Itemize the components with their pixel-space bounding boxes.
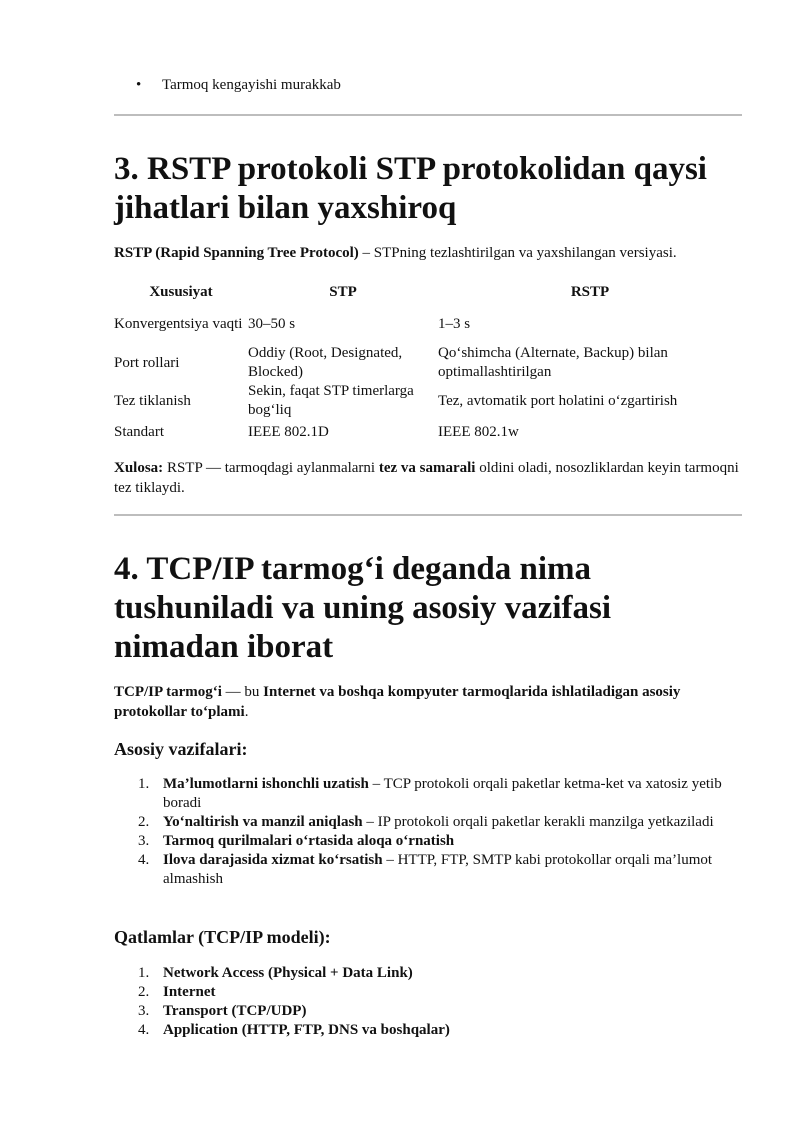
table-row <box>114 420 742 444</box>
table-cell: 1–3 s <box>438 315 471 332</box>
list-item <box>114 1002 743 1021</box>
list-item-title: Ma’lumotlarni ishonchli uzatish <box>163 776 369 792</box>
list-item-title: Ilova darajasida xizmat ko‘rsatish <box>163 852 383 868</box>
list-item-title: Network Access (Physical + Data Link) <box>163 965 413 981</box>
list-item <box>114 813 743 832</box>
list-item-text: – TCP protokoli orqali paketlar ketma-ket va xatosiz yetib boradi <box>163 776 722 811</box>
intro-text: — bu <box>221 684 264 700</box>
column-header: STP <box>329 283 357 300</box>
table-header-row <box>114 280 742 304</box>
bullet-icon: • <box>136 77 142 93</box>
layers-heading: Qatlamlar (TCP/IP modeli): <box>114 927 331 947</box>
list-item-title: Yo‘naltirish va manzil aniqlash <box>163 814 363 830</box>
table-cell: IEEE 802.1w <box>438 423 519 440</box>
layers-list <box>114 964 743 1040</box>
table-cell: Konvergentsiya vaqti <box>114 315 243 332</box>
section-4-intro <box>114 682 742 722</box>
list-item-title: Application (HTTP, FTP, DNS va boshqalar) <box>163 1022 450 1038</box>
intro-text: . <box>244 704 249 720</box>
list-item <box>114 832 743 851</box>
table-cell: IEEE 802.1D <box>248 423 329 440</box>
table-cell: 30–50 s <box>248 315 296 332</box>
section-3-intro <box>114 243 742 263</box>
list-item-text: – HTTP, FTP, SMTP kabi protokollar orqali ma’lumot almashish <box>163 852 713 887</box>
list-number: 2. <box>138 814 150 830</box>
comparison-table <box>114 280 742 444</box>
section-3-summary <box>114 458 742 498</box>
list-number: 1. <box>138 776 150 792</box>
bullet-text: Tarmoq kengayishi murakkab <box>162 77 341 93</box>
list-number: 3. <box>138 833 150 849</box>
list-number: 1. <box>138 965 150 981</box>
list-item <box>114 851 743 889</box>
intro-text: – STPning tezlashtirilgan va yaxshilangan versiyasi. <box>358 245 677 261</box>
table-cell: Tez tiklanish <box>114 392 191 409</box>
intro-term: RSTP (Rapid Spanning Tree Protocol) <box>114 245 359 261</box>
section-4-title: 4. TCP/IP tarmog‘i deganda nima tushuniladi va uning asosiy vazifasi nimadan iborat <box>114 551 611 665</box>
intro-term: TCP/IP tarmog‘i <box>114 684 222 700</box>
column-header: Xususiyat <box>149 283 213 300</box>
table-cell: Tez, avtomatik port holatini o‘zgartirish <box>438 392 678 409</box>
intro-emphasis: Internet va boshqa kompyuter tarmoqlarida ishlatiladigan asosiy protokollar to‘plami <box>114 684 681 720</box>
list-number: 3. <box>138 1003 150 1019</box>
list-item-title: Internet <box>163 984 216 1000</box>
list-number: 4. <box>138 1022 150 1038</box>
table-cell: Qo‘shimcha (Alternate, Backup) bilan optimallashtirilgan <box>438 345 668 380</box>
horizontal-divider <box>114 114 742 116</box>
list-item <box>114 1021 743 1040</box>
table-row <box>114 382 742 420</box>
horizontal-divider <box>114 514 742 516</box>
table-row <box>114 304 742 344</box>
list-item <box>114 964 743 983</box>
functions-heading: Asosiy vazifalari: <box>114 739 248 759</box>
list-item-text: – IP protokoli orqali paketlar kerakli manzilga yetkaziladi <box>362 814 714 830</box>
list-number: 2. <box>138 984 150 1000</box>
list-item-title: Tarmoq qurilmalari o‘rtasida aloqa o‘rnatish <box>163 833 455 849</box>
table-cell: Standart <box>114 423 164 440</box>
summary-emphasis: tez va samarali <box>378 460 476 476</box>
list-item-title: Transport (TCP/UDP) <box>163 1003 307 1019</box>
list-item <box>114 775 743 813</box>
summary-label: Xulosa: <box>114 460 164 476</box>
summary-text: RSTP — tarmoqdagi aylanmalarni <box>163 460 379 476</box>
functions-list <box>114 775 743 889</box>
table-row <box>114 344 742 382</box>
column-header: RSTP <box>570 283 610 300</box>
table-cell: Port rollari <box>114 354 180 371</box>
table-cell: Sekin, faqat STP timerlarga bog‘liq <box>248 383 414 418</box>
list-number: 4. <box>138 852 150 868</box>
table-cell: Oddiy (Root, Designated, Blocked) <box>248 345 403 380</box>
summary-text: oldini oladi, nosozliklardan keyin tarmoqni tez tiklaydi. <box>114 460 739 496</box>
list-item <box>114 983 743 1002</box>
section-3-title: 3. RSTP protokoli STP protokolidan qaysi jihatlari bilan yaxshiroq <box>114 151 707 226</box>
